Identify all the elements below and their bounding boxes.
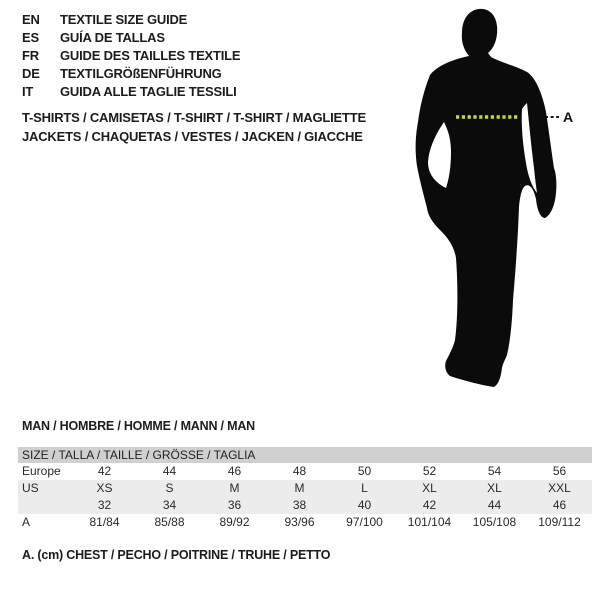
table-row-us bbox=[18, 480, 592, 497]
language-row-it bbox=[22, 83, 240, 101]
table-cell: 46 bbox=[552, 498, 567, 512]
table-cell: 97/100 bbox=[346, 515, 383, 529]
language-label: GUIDA ALLE TAGLIE TESSILI bbox=[60, 84, 237, 99]
table-cell: 56 bbox=[552, 464, 567, 478]
table-cell: L bbox=[361, 481, 368, 495]
language-code: FR bbox=[22, 48, 39, 63]
table-cell: 44 bbox=[487, 498, 502, 512]
language-row-en bbox=[22, 11, 240, 29]
table-cell: 42 bbox=[422, 498, 437, 512]
table-cell: XL bbox=[422, 481, 437, 495]
table-row-numeric bbox=[18, 497, 592, 514]
table-cell: 85/88 bbox=[154, 515, 185, 529]
table-cell: 44 bbox=[162, 464, 177, 478]
table-cell: 54 bbox=[487, 464, 502, 478]
table-cell: 93/96 bbox=[284, 515, 315, 529]
table-header: SIZE / TALLA / TAILLE / GRÖSSE / TAGLIA bbox=[18, 447, 592, 463]
measurement-footnote: A. (cm) CHEST / PECHO / POITRINE / TRUHE / PETTO bbox=[22, 548, 331, 562]
table-cell: 48 bbox=[292, 464, 307, 478]
language-label: TEXTILE SIZE GUIDE bbox=[60, 12, 188, 27]
table-row-europe bbox=[18, 463, 592, 480]
table-cell: XXL bbox=[548, 481, 571, 495]
table-cell: 52 bbox=[422, 464, 437, 478]
table-cell: 89/92 bbox=[219, 515, 250, 529]
language-label: GUIDE DES TAILLES TEXTILE bbox=[60, 48, 241, 63]
language-row-de bbox=[22, 65, 240, 83]
table-cell: 34 bbox=[162, 498, 177, 512]
table-cell: M bbox=[294, 481, 305, 495]
table-cell: 101/104 bbox=[407, 515, 452, 529]
category-line-jackets: JACKETS / CHAQUETAS / VESTES / JACKEN / GIACCHE bbox=[22, 129, 363, 144]
language-label: TEXTILGRÖßENFÜHRUNG bbox=[60, 66, 222, 81]
table-cell: 42 bbox=[97, 464, 112, 478]
language-row-es bbox=[22, 29, 240, 47]
man-figure bbox=[400, 0, 600, 410]
table-cell: 32 bbox=[97, 498, 112, 512]
row-label bbox=[18, 497, 72, 514]
table-cell: 81/84 bbox=[89, 515, 120, 529]
table-cell: 40 bbox=[357, 498, 372, 512]
row-label: A bbox=[22, 515, 31, 529]
language-row-fr bbox=[22, 47, 240, 65]
category-line-tshirts: T-SHIRTS / CAMISETAS / T-SHIRT / T-SHIRT / MAGLIETTE bbox=[22, 110, 366, 125]
section-title-man: MAN / HOMBRE / HOMME / MANN / MAN bbox=[22, 419, 255, 433]
table-row-chest bbox=[18, 514, 592, 531]
table-cell: M bbox=[229, 481, 240, 495]
table-cell: 50 bbox=[357, 464, 372, 478]
language-code: DE bbox=[22, 66, 40, 81]
table-cell: 46 bbox=[227, 464, 242, 478]
size-table bbox=[18, 447, 592, 531]
language-list bbox=[22, 11, 240, 101]
table-cell: XS bbox=[96, 481, 113, 495]
table-cell: XL bbox=[487, 481, 502, 495]
table-cell: 36 bbox=[227, 498, 242, 512]
table-cell: 38 bbox=[292, 498, 307, 512]
table-cell: 105/108 bbox=[472, 515, 517, 529]
row-label: US bbox=[22, 481, 39, 495]
man-silhouette bbox=[416, 9, 557, 387]
language-code: ES bbox=[22, 30, 39, 45]
category-block bbox=[22, 108, 366, 146]
language-label: GUÍA DE TALLAS bbox=[60, 30, 165, 45]
language-code: IT bbox=[22, 84, 34, 99]
man-silhouette-svg bbox=[400, 0, 600, 410]
measure-label-a: A bbox=[563, 109, 574, 125]
language-code: EN bbox=[22, 12, 40, 27]
table-cell: 109/112 bbox=[538, 515, 581, 529]
table-cell: S bbox=[165, 481, 174, 495]
row-label: Europe bbox=[22, 464, 61, 478]
